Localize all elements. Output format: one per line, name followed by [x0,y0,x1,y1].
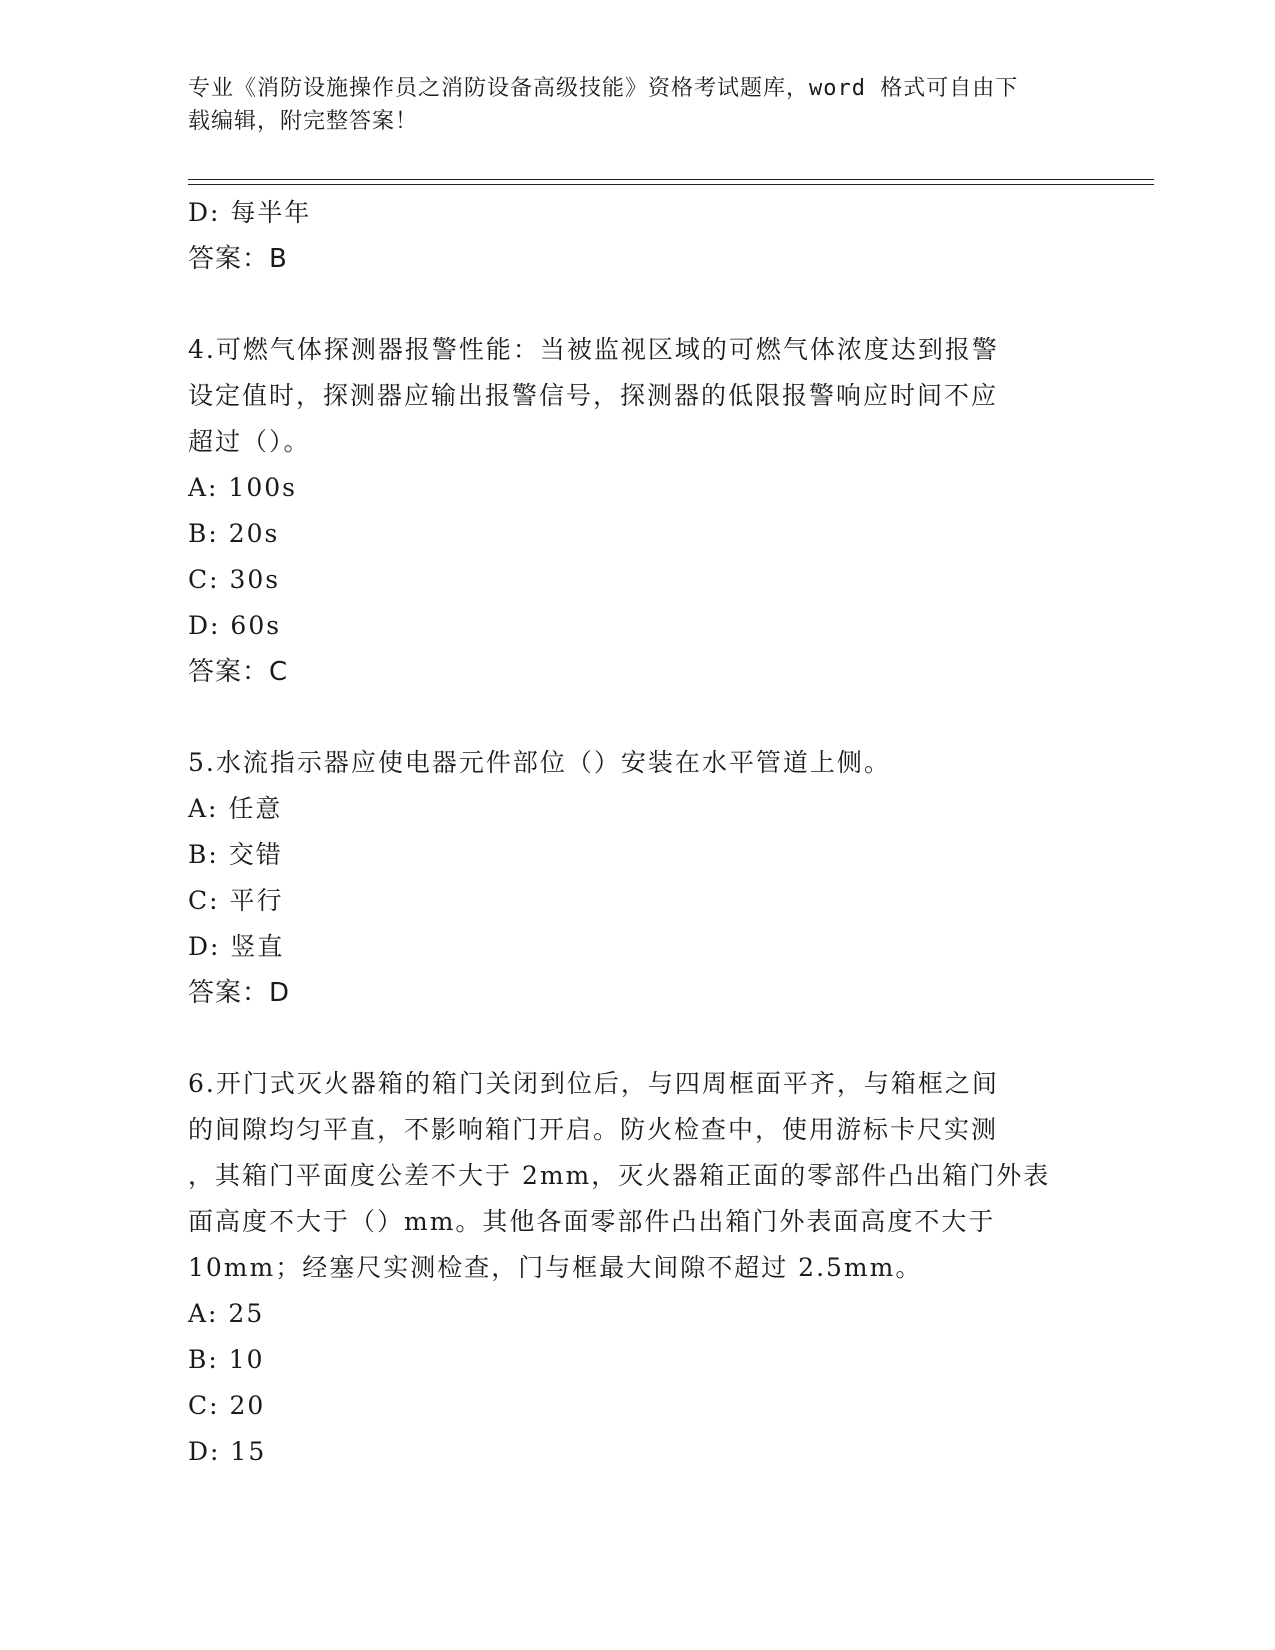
question-5-option-b: B: 交错 [188,840,283,869]
header-divider-top [188,179,1154,180]
question-content [188,190,1088,1475]
question-6 [188,1061,1088,1475]
question-6-option-d: D: 15 [188,1437,267,1466]
question-6-option-a: A: 25 [188,1299,265,1328]
question-6-line-2: 的间隙均匀平直，不影响箱门开启。防火检查中，使用游标卡尺实测 [188,1115,999,1144]
question-4-option-c: C: 30s [188,565,281,594]
document-header [188,72,1068,138]
question-6-line-1: 6.开门式灭火器箱的箱门关闭到位后，与四周框面平齐，与箱框之间 [188,1069,999,1098]
question-6-option-b: B: 10 [188,1345,265,1374]
question-4-line-3: 超过（）。 [188,427,311,456]
question-4-option-a: A: 100s [188,473,297,502]
question-5-line-1: 5.水流指示器应使电器元件部位（）安装在水平管道上侧。 [188,748,891,777]
question-5-option-d: D: 竖直 [188,932,285,961]
header-divider-bottom [188,184,1154,185]
header-line-2: 载编辑，附完整答案！ [188,109,419,134]
question-6-line-5: 10mm；经塞尺实测检查，门与框最大间隙不超过 2.5mm。 [188,1253,923,1282]
spacer [188,1016,1088,1061]
spacer [188,695,1088,740]
question-5-option-c: C: 平行 [188,886,284,915]
question-5-answer: 答案：D [188,978,291,1008]
question-4-option-d: D: 60s [188,611,282,640]
spacer [188,282,1088,327]
question-4-line-1: 4.可燃气体探测器报警性能：当被监视区域的可燃气体浓度达到报警 [188,335,999,364]
question-5-option-a: A: 任意 [188,794,283,823]
question-4-option-b: B: 20s [188,519,280,548]
header-line-1: 专业《消防设施操作员之消防设备高级技能》资格考试题库，word 格式可自由下 [188,76,1019,101]
question-4-answer: 答案：C [188,657,289,687]
question-6-option-c: C: 20 [188,1391,266,1420]
prev-option-d: D: 每半年 [188,198,312,227]
prev-answer: 答案：B [188,244,288,274]
question-6-line-3: ，其箱门平面度公差不大于 2mm，灭火器箱正面的零部件凸出箱门外表 [188,1161,1051,1190]
question-4-line-2: 设定值时，探测器应输出报警信号，探测器的低限报警响应时间不应 [188,381,999,410]
question-5 [188,740,1088,1016]
question-4 [188,327,1088,695]
question-6-line-4: 面高度不大于（）mm。其他各面零部件凸出箱门外表面高度不大于 [188,1207,996,1236]
